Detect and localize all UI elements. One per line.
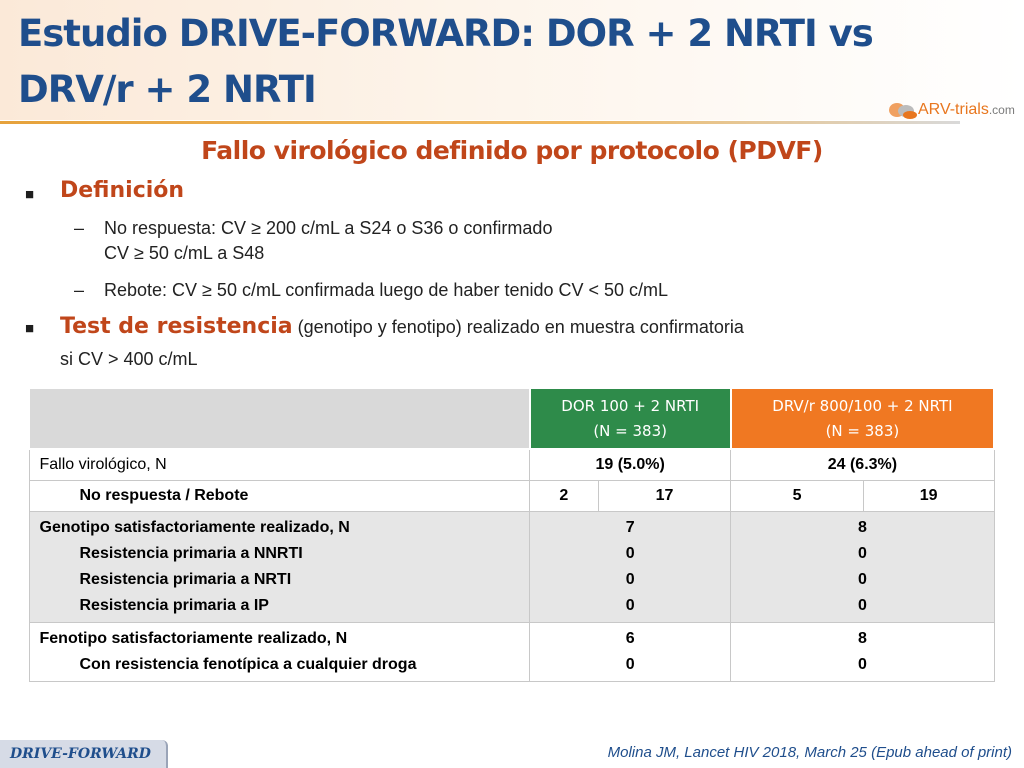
table-header-row	[29, 388, 994, 449]
fenotipo-drv: 8 0	[731, 623, 994, 682]
test-resistencia-bullet: Test de resistencia (genotipo y fenotipo) realizado en muestra confirmatoria si CV > 400 c/mL	[60, 314, 744, 369]
arv-trials-logo	[888, 98, 1018, 122]
study-tag: DRIVE-FORWARD	[0, 740, 168, 768]
results-table	[28, 387, 995, 682]
square-bullet-icon: ■	[25, 320, 35, 337]
fallo-label: Fallo virológico, N	[29, 449, 530, 481]
square-bullet-icon: ■	[25, 186, 35, 203]
fallo-dor: 19 (5.0%)	[530, 449, 731, 481]
no-respuesta-label: No respuesta / Rebote	[29, 481, 530, 512]
no-respuesta-dor-b: 17	[598, 481, 731, 512]
header-dor: DOR 100 + 2 NRTI (N = 383)	[530, 388, 731, 449]
dash-bullet-icon: –	[74, 218, 85, 238]
section-subtitle: Fallo virológico definido por protocolo (PDVF)	[201, 136, 823, 165]
no-respuesta-dor-a: 2	[530, 481, 599, 512]
table-row-no-respuesta	[29, 481, 994, 512]
genotipo-drv: 8 0 0 0	[731, 512, 994, 623]
definicion-item-no-respuesta: No respuesta: CV ≥ 200 c/mL a S24 o S36 o confirmado CV ≥ 50 c/mL a S48	[104, 218, 553, 263]
header-drv: DRV/r 800/100 + 2 NRTI (N = 383)	[731, 388, 994, 449]
slide-title: Estudio DRIVE-FORWARD: DOR + 2 NRTI vs DRV/r + 2 NRTI	[18, 12, 873, 111]
fenotipo-labels: Fenotipo satisfactoriamente realizado, N Con resistencia fenotípica a cualquier droga	[29, 623, 530, 682]
citation: Molina JM, Lancet HIV 2018, March 25 (Epub ahead of print)	[607, 744, 1012, 761]
no-respuesta-drv-b: 19	[863, 481, 994, 512]
definicion-item-rebote: Rebote: CV ≥ 50 c/mL confirmada luego de haber tenido CV < 50 c/mL	[104, 280, 669, 300]
title-rule	[0, 121, 960, 124]
genotipo-dor: 7 0 0 0	[530, 512, 731, 623]
table-row-fallo	[29, 449, 994, 481]
table-row-fenotipo	[29, 623, 994, 682]
fallo-drv: 24 (6.3%)	[731, 449, 994, 481]
pills-icon	[888, 100, 918, 120]
table-row-genotipo	[29, 512, 994, 623]
genotipo-labels: Genotipo satisfactoriamente realizado, N Resistencia primaria a NNRTI Resistencia primaria a NRTI Resistencia primaria a IP	[29, 512, 530, 623]
definicion-heading: Definición	[60, 178, 185, 203]
header-blank-cell	[29, 388, 530, 449]
no-respuesta-drv-a: 5	[731, 481, 864, 512]
fenotipo-dor: 6 0	[530, 623, 731, 682]
logo-text: ARV-trials.com	[918, 101, 1015, 118]
dash-bullet-icon: –	[74, 280, 85, 300]
